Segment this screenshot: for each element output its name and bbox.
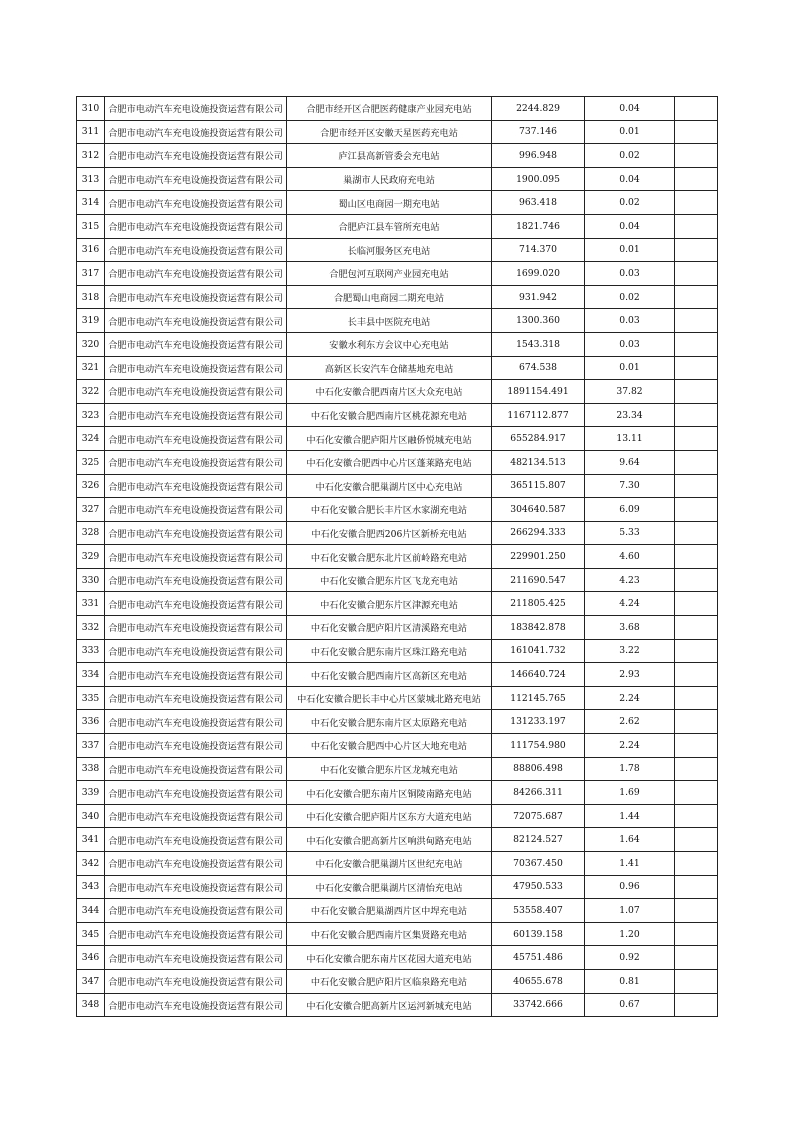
remark-cell — [675, 639, 718, 663]
row-number: 323 — [77, 403, 105, 427]
row-number: 331 — [77, 592, 105, 616]
station-name: 中石化安徽合肥庐阳片区东方大道充电站 — [287, 804, 492, 828]
table-row — [77, 734, 718, 758]
remark-cell — [675, 309, 718, 333]
remark-cell — [675, 969, 718, 993]
table-row — [77, 498, 718, 522]
remark-cell — [675, 993, 718, 1017]
ratio-value: 0.04 — [585, 167, 675, 191]
company-name: 合肥市电动汽车充电设施投资运营有限公司 — [105, 946, 287, 970]
station-name: 中石化安徽合肥长丰中心片区蒙城北路充电站 — [287, 686, 492, 710]
ratio-value: 4.23 — [585, 568, 675, 592]
company-name: 合肥市电动汽车充电设施投资运营有限公司 — [105, 781, 287, 805]
company-name: 合肥市电动汽车充电设施投资运营有限公司 — [105, 922, 287, 946]
amount-value: 112145.765 — [492, 686, 585, 710]
table-row — [77, 214, 718, 238]
remark-cell — [675, 427, 718, 451]
ratio-value: 0.04 — [585, 214, 675, 238]
table-row — [77, 592, 718, 616]
table-row — [77, 380, 718, 404]
ratio-value: 9.64 — [585, 450, 675, 474]
amount-value: 714.370 — [492, 238, 585, 262]
table-row — [77, 757, 718, 781]
amount-value: 146640.724 — [492, 663, 585, 687]
row-number: 317 — [77, 262, 105, 286]
company-name: 合肥市电动汽车充电设施投资运营有限公司 — [105, 710, 287, 734]
company-name: 合肥市电动汽车充电设施投资运营有限公司 — [105, 734, 287, 758]
station-name: 中石化安徽合肥巢湖片区世纪充电站 — [287, 852, 492, 876]
row-number: 312 — [77, 144, 105, 168]
station-name: 中石化安徽合肥东片区龙城充电站 — [287, 757, 492, 781]
ratio-value: 0.81 — [585, 969, 675, 993]
table-row — [77, 969, 718, 993]
amount-value: 47950.533 — [492, 875, 585, 899]
amount-value: 266294.333 — [492, 521, 585, 545]
company-name: 合肥市电动汽车充电设施投资运营有限公司 — [105, 545, 287, 569]
remark-cell — [675, 710, 718, 734]
row-number: 346 — [77, 946, 105, 970]
company-name: 合肥市电动汽车充电设施投资运营有限公司 — [105, 804, 287, 828]
ratio-value: 1.69 — [585, 781, 675, 805]
row-number: 319 — [77, 309, 105, 333]
remark-cell — [675, 899, 718, 923]
station-name: 中石化安徽合肥西中心片区大地充电站 — [287, 734, 492, 758]
remark-cell — [675, 663, 718, 687]
ratio-value: 0.92 — [585, 946, 675, 970]
station-name: 中石化安徽合肥庐阳片区清溪路充电站 — [287, 616, 492, 640]
station-name: 中石化安徽合肥西南片区高新区充电站 — [287, 663, 492, 687]
company-name: 合肥市电动汽车充电设施投资运营有限公司 — [105, 120, 287, 144]
ratio-value: 0.96 — [585, 875, 675, 899]
remark-cell — [675, 592, 718, 616]
company-name: 合肥市电动汽车充电设施投资运营有限公司 — [105, 356, 287, 380]
amount-value: 1543.318 — [492, 332, 585, 356]
station-name: 中石化安徽合肥西南片区大众充电站 — [287, 380, 492, 404]
table-row — [77, 332, 718, 356]
ratio-value: 3.68 — [585, 616, 675, 640]
company-name: 合肥市电动汽车充电设施投资运营有限公司 — [105, 899, 287, 923]
table-row — [77, 899, 718, 923]
table-row — [77, 191, 718, 215]
row-number: 325 — [77, 450, 105, 474]
company-name: 合肥市电动汽车充电设施投资运营有限公司 — [105, 757, 287, 781]
amount-value: 183842.878 — [492, 616, 585, 640]
remark-cell — [675, 875, 718, 899]
station-name: 中石化安徽合肥东片区津源充电站 — [287, 592, 492, 616]
ratio-value: 0.02 — [585, 144, 675, 168]
row-number: 327 — [77, 498, 105, 522]
remark-cell — [675, 167, 718, 191]
table-row — [77, 309, 718, 333]
company-name: 合肥市电动汽车充电设施投资运营有限公司 — [105, 828, 287, 852]
amount-value: 60139.158 — [492, 922, 585, 946]
table-row — [77, 285, 718, 309]
table-row — [77, 993, 718, 1017]
amount-value: 211690.547 — [492, 568, 585, 592]
ratio-value: 2.24 — [585, 734, 675, 758]
row-number: 337 — [77, 734, 105, 758]
company-name: 合肥市电动汽车充电设施投资运营有限公司 — [105, 498, 287, 522]
remark-cell — [675, 521, 718, 545]
company-name: 合肥市电动汽车充电设施投资运营有限公司 — [105, 875, 287, 899]
amount-value: 304640.587 — [492, 498, 585, 522]
ratio-value: 1.20 — [585, 922, 675, 946]
remark-cell — [675, 474, 718, 498]
amount-value: 996.948 — [492, 144, 585, 168]
ratio-value: 2.24 — [585, 686, 675, 710]
company-name: 合肥市电动汽车充电设施投资运营有限公司 — [105, 663, 287, 687]
company-name: 合肥市电动汽车充电设施投资运营有限公司 — [105, 592, 287, 616]
company-name: 合肥市电动汽车充电设施投资运营有限公司 — [105, 568, 287, 592]
row-number: 339 — [77, 781, 105, 805]
row-number: 338 — [77, 757, 105, 781]
table-row — [77, 545, 718, 569]
ratio-value: 3.22 — [585, 639, 675, 663]
table-row — [77, 686, 718, 710]
amount-value: 40655.678 — [492, 969, 585, 993]
ratio-value: 0.03 — [585, 262, 675, 286]
company-name: 合肥市电动汽车充电设施投资运营有限公司 — [105, 309, 287, 333]
row-number: 332 — [77, 616, 105, 640]
station-name: 中石化安徽合肥庐阳片区融侨悦城充电站 — [287, 427, 492, 451]
remark-cell — [675, 946, 718, 970]
row-number: 311 — [77, 120, 105, 144]
row-number: 324 — [77, 427, 105, 451]
remark-cell — [675, 545, 718, 569]
station-name: 长丰县中医院充电站 — [287, 309, 492, 333]
station-name: 中石化安徽合肥东片区飞龙充电站 — [287, 568, 492, 592]
table-row — [77, 120, 718, 144]
ratio-value: 1.64 — [585, 828, 675, 852]
amount-value: 84266.311 — [492, 781, 585, 805]
company-name: 合肥市电动汽车充电设施投资运营有限公司 — [105, 167, 287, 191]
ratio-value: 0.04 — [585, 97, 675, 121]
station-name: 高新区长安汽车仓储基地充电站 — [287, 356, 492, 380]
remark-cell — [675, 804, 718, 828]
ratio-value: 1.78 — [585, 757, 675, 781]
ratio-value: 4.24 — [585, 592, 675, 616]
station-name: 中石化安徽合肥东南片区珠江路充电站 — [287, 639, 492, 663]
ratio-value: 0.01 — [585, 356, 675, 380]
remark-cell — [675, 828, 718, 852]
company-name: 合肥市电动汽车充电设施投资运营有限公司 — [105, 191, 287, 215]
row-number: 322 — [77, 380, 105, 404]
company-name: 合肥市电动汽车充电设施投资运营有限公司 — [105, 332, 287, 356]
amount-value: 1300.360 — [492, 309, 585, 333]
ratio-value: 0.02 — [585, 285, 675, 309]
table-row — [77, 356, 718, 380]
remark-cell — [675, 403, 718, 427]
table-row — [77, 97, 718, 121]
station-name: 蜀山区电商园一期充电站 — [287, 191, 492, 215]
table-row — [77, 875, 718, 899]
station-name: 中石化安徽合肥东南片区花园大道充电站 — [287, 946, 492, 970]
table-row — [77, 616, 718, 640]
ratio-value: 0.03 — [585, 332, 675, 356]
amount-value: 1891154.491 — [492, 380, 585, 404]
amount-value: 229901.250 — [492, 545, 585, 569]
remark-cell — [675, 781, 718, 805]
company-name: 合肥市电动汽车充电设施投资运营有限公司 — [105, 993, 287, 1017]
station-name: 中石化安徽合肥西南片区桃花源充电站 — [287, 403, 492, 427]
amount-value: 161041.732 — [492, 639, 585, 663]
amount-value: 655284.917 — [492, 427, 585, 451]
remark-cell — [675, 568, 718, 592]
amount-value: 88806.498 — [492, 757, 585, 781]
station-name: 中石化安徽合肥长丰片区水家湖充电站 — [287, 498, 492, 522]
row-number: 314 — [77, 191, 105, 215]
amount-value: 45751.486 — [492, 946, 585, 970]
remark-cell — [675, 262, 718, 286]
company-name: 合肥市电动汽车充电设施投资运营有限公司 — [105, 262, 287, 286]
table-row — [77, 144, 718, 168]
ratio-value: 5.33 — [585, 521, 675, 545]
ratio-value: 0.02 — [585, 191, 675, 215]
company-name: 合肥市电动汽车充电设施投资运营有限公司 — [105, 427, 287, 451]
table-row — [77, 450, 718, 474]
row-number: 316 — [77, 238, 105, 262]
table-row — [77, 781, 718, 805]
remark-cell — [675, 97, 718, 121]
amount-value: 674.538 — [492, 356, 585, 380]
row-number: 321 — [77, 356, 105, 380]
ratio-value: 23.34 — [585, 403, 675, 427]
ratio-value: 7.30 — [585, 474, 675, 498]
station-name: 中石化安徽合肥巢湖片区清怡充电站 — [287, 875, 492, 899]
table-row — [77, 238, 718, 262]
remark-cell — [675, 616, 718, 640]
table-row — [77, 710, 718, 734]
row-number: 336 — [77, 710, 105, 734]
ratio-value: 1.07 — [585, 899, 675, 923]
company-name: 合肥市电动汽车充电设施投资运营有限公司 — [105, 450, 287, 474]
company-name: 合肥市电动汽车充电设施投资运营有限公司 — [105, 969, 287, 993]
ratio-value: 1.41 — [585, 852, 675, 876]
ratio-value: 6.09 — [585, 498, 675, 522]
amount-value: 1699.020 — [492, 262, 585, 286]
row-number: 315 — [77, 214, 105, 238]
ratio-value: 0.01 — [585, 120, 675, 144]
ratio-value: 0.03 — [585, 309, 675, 333]
amount-value: 131233.197 — [492, 710, 585, 734]
station-name: 中石化安徽合肥西南片区集贤路充电站 — [287, 922, 492, 946]
row-number: 340 — [77, 804, 105, 828]
station-name: 合肥市经开区安徽天星医药充电站 — [287, 120, 492, 144]
table-row — [77, 852, 718, 876]
remark-cell — [675, 734, 718, 758]
table-row — [77, 427, 718, 451]
ratio-value: 0.67 — [585, 993, 675, 1017]
company-name: 合肥市电动汽车充电设施投资运营有限公司 — [105, 521, 287, 545]
row-number: 345 — [77, 922, 105, 946]
remark-cell — [675, 144, 718, 168]
row-number: 343 — [77, 875, 105, 899]
company-name: 合肥市电动汽车充电设施投资运营有限公司 — [105, 380, 287, 404]
remark-cell — [675, 757, 718, 781]
station-name: 中石化安徽合肥东北片区前岭路充电站 — [287, 545, 492, 569]
ratio-value: 13.11 — [585, 427, 675, 451]
remark-cell — [675, 214, 718, 238]
table-row — [77, 804, 718, 828]
row-number: 342 — [77, 852, 105, 876]
station-name: 中石化安徽合肥庐阳片区临泉路充电站 — [287, 969, 492, 993]
company-name: 合肥市电动汽车充电设施投资运营有限公司 — [105, 852, 287, 876]
row-number: 329 — [77, 545, 105, 569]
remark-cell — [675, 191, 718, 215]
table-row — [77, 474, 718, 498]
remark-cell — [675, 120, 718, 144]
remark-cell — [675, 356, 718, 380]
table-row — [77, 828, 718, 852]
amount-value: 2244.829 — [492, 97, 585, 121]
remark-cell — [675, 238, 718, 262]
station-name: 合肥包河互联网产业园充电站 — [287, 262, 492, 286]
row-number: 335 — [77, 686, 105, 710]
station-name: 合肥庐江县车管所充电站 — [287, 214, 492, 238]
row-number: 334 — [77, 663, 105, 687]
remark-cell — [675, 332, 718, 356]
row-number: 328 — [77, 521, 105, 545]
charging-station-table — [76, 96, 718, 1017]
remark-cell — [675, 285, 718, 309]
amount-value: 1167112.877 — [492, 403, 585, 427]
table-row — [77, 403, 718, 427]
amount-value: 963.418 — [492, 191, 585, 215]
table-row — [77, 521, 718, 545]
amount-value: 72075.687 — [492, 804, 585, 828]
amount-value: 931.942 — [492, 285, 585, 309]
company-name: 合肥市电动汽车充电设施投资运营有限公司 — [105, 238, 287, 262]
company-name: 合肥市电动汽车充电设施投资运营有限公司 — [105, 97, 287, 121]
station-name: 中石化安徽合肥西206片区新桥充电站 — [287, 521, 492, 545]
remark-cell — [675, 852, 718, 876]
row-number: 341 — [77, 828, 105, 852]
table-body — [77, 97, 718, 1017]
station-name: 庐江县高新管委会充电站 — [287, 144, 492, 168]
table-row — [77, 922, 718, 946]
row-number: 313 — [77, 167, 105, 191]
amount-value: 1821.746 — [492, 214, 585, 238]
company-name: 合肥市电动汽车充电设施投资运营有限公司 — [105, 616, 287, 640]
company-name: 合肥市电动汽车充电设施投资运营有限公司 — [105, 639, 287, 663]
station-name: 中石化安徽合肥高新片区响洪甸路充电站 — [287, 828, 492, 852]
amount-value: 1900.095 — [492, 167, 585, 191]
ratio-value: 4.60 — [585, 545, 675, 569]
row-number: 348 — [77, 993, 105, 1017]
table-row — [77, 568, 718, 592]
table-row — [77, 167, 718, 191]
station-name: 中石化安徽合肥东南片区铜陵南路充电站 — [287, 781, 492, 805]
company-name: 合肥市电动汽车充电设施投资运营有限公司 — [105, 686, 287, 710]
remark-cell — [675, 380, 718, 404]
station-name: 长临河服务区充电站 — [287, 238, 492, 262]
row-number: 326 — [77, 474, 105, 498]
company-name: 合肥市电动汽车充电设施投资运营有限公司 — [105, 474, 287, 498]
ratio-value: 1.44 — [585, 804, 675, 828]
ratio-value: 2.93 — [585, 663, 675, 687]
row-number: 330 — [77, 568, 105, 592]
ratio-value: 2.62 — [585, 710, 675, 734]
ratio-value: 37.82 — [585, 380, 675, 404]
station-name: 中石化安徽合肥西中心片区蓬莱路充电站 — [287, 450, 492, 474]
row-number: 320 — [77, 332, 105, 356]
station-name: 中石化安徽合肥巢湖西片区中垾充电站 — [287, 899, 492, 923]
station-name: 中石化安徽合肥巢湖片区中心充电站 — [287, 474, 492, 498]
amount-value: 70367.450 — [492, 852, 585, 876]
row-number: 310 — [77, 97, 105, 121]
amount-value: 82124.527 — [492, 828, 585, 852]
remark-cell — [675, 498, 718, 522]
company-name: 合肥市电动汽车充电设施投资运营有限公司 — [105, 285, 287, 309]
table-row — [77, 262, 718, 286]
station-name: 合肥市经开区合肥医药健康产业园充电站 — [287, 97, 492, 121]
amount-value: 53558.407 — [492, 899, 585, 923]
station-name: 安徽水利东方会议中心充电站 — [287, 332, 492, 356]
row-number: 344 — [77, 899, 105, 923]
table-row — [77, 946, 718, 970]
amount-value: 111754.980 — [492, 734, 585, 758]
company-name: 合肥市电动汽车充电设施投资运营有限公司 — [105, 144, 287, 168]
company-name: 合肥市电动汽车充电设施投资运营有限公司 — [105, 403, 287, 427]
remark-cell — [675, 922, 718, 946]
amount-value: 33742.666 — [492, 993, 585, 1017]
row-number: 333 — [77, 639, 105, 663]
table-row — [77, 639, 718, 663]
remark-cell — [675, 450, 718, 474]
station-name: 巢湖市人民政府充电站 — [287, 167, 492, 191]
amount-value: 482134.513 — [492, 450, 585, 474]
amount-value: 737.146 — [492, 120, 585, 144]
row-number: 347 — [77, 969, 105, 993]
company-name: 合肥市电动汽车充电设施投资运营有限公司 — [105, 214, 287, 238]
remark-cell — [675, 686, 718, 710]
amount-value: 211805.425 — [492, 592, 585, 616]
amount-value: 365115.807 — [492, 474, 585, 498]
row-number: 318 — [77, 285, 105, 309]
station-name: 中石化安徽合肥高新片区运河新城充电站 — [287, 993, 492, 1017]
station-name: 中石化安徽合肥东南片区太原路充电站 — [287, 710, 492, 734]
station-name: 合肥蜀山电商园二期充电站 — [287, 285, 492, 309]
ratio-value: 0.01 — [585, 238, 675, 262]
table-row — [77, 663, 718, 687]
